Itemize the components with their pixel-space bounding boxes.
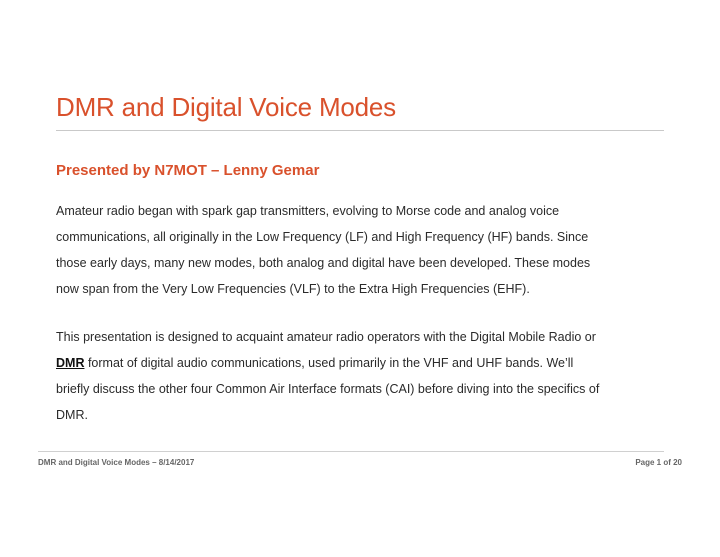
paragraph-line: This presentation is designed to acquaint amateur radio operators with the Digital Mobile Radio or	[56, 330, 596, 344]
paragraph-line: DMR.	[56, 408, 88, 422]
paragraph-line: those early days, many new modes, both analog and digital have been developed. These modes	[56, 256, 591, 270]
paragraph-text: format of digital audio communications, used primarily in the VHF and UHF bands. We’ll	[84, 356, 574, 370]
paragraph-line: Amateur radio began with spark gap transmitters, evolving to Morse code and analog voice	[56, 204, 560, 218]
presenter-subtitle: Presented by N7MOT – Lenny Gemar	[56, 162, 320, 179]
paragraph-line: briefly discuss the other four Common Air Interface formats (CAI) before diving into the specifics of	[56, 382, 600, 396]
page-title: DMR and Digital Voice Modes	[56, 92, 396, 122]
paragraph-line: now span from the Very Low Frequencies (VLF) to the Extra High Frequencies (EHF).	[56, 282, 530, 296]
title-divider	[56, 130, 664, 131]
footer-page-number: Page 1 of 20	[635, 458, 682, 467]
dmr-link[interactable]: DMR	[56, 356, 85, 370]
footer-divider	[38, 451, 664, 452]
footer-document-info: DMR and Digital Voice Modes – 8/14/2017	[38, 458, 195, 467]
paragraph-line: communications, all originally in the Low Frequency (LF) and High Frequency (HF) bands. Since	[56, 230, 589, 244]
purpose-paragraph	[56, 324, 676, 428]
intro-paragraph	[56, 198, 676, 302]
paragraph-line	[56, 350, 676, 376]
